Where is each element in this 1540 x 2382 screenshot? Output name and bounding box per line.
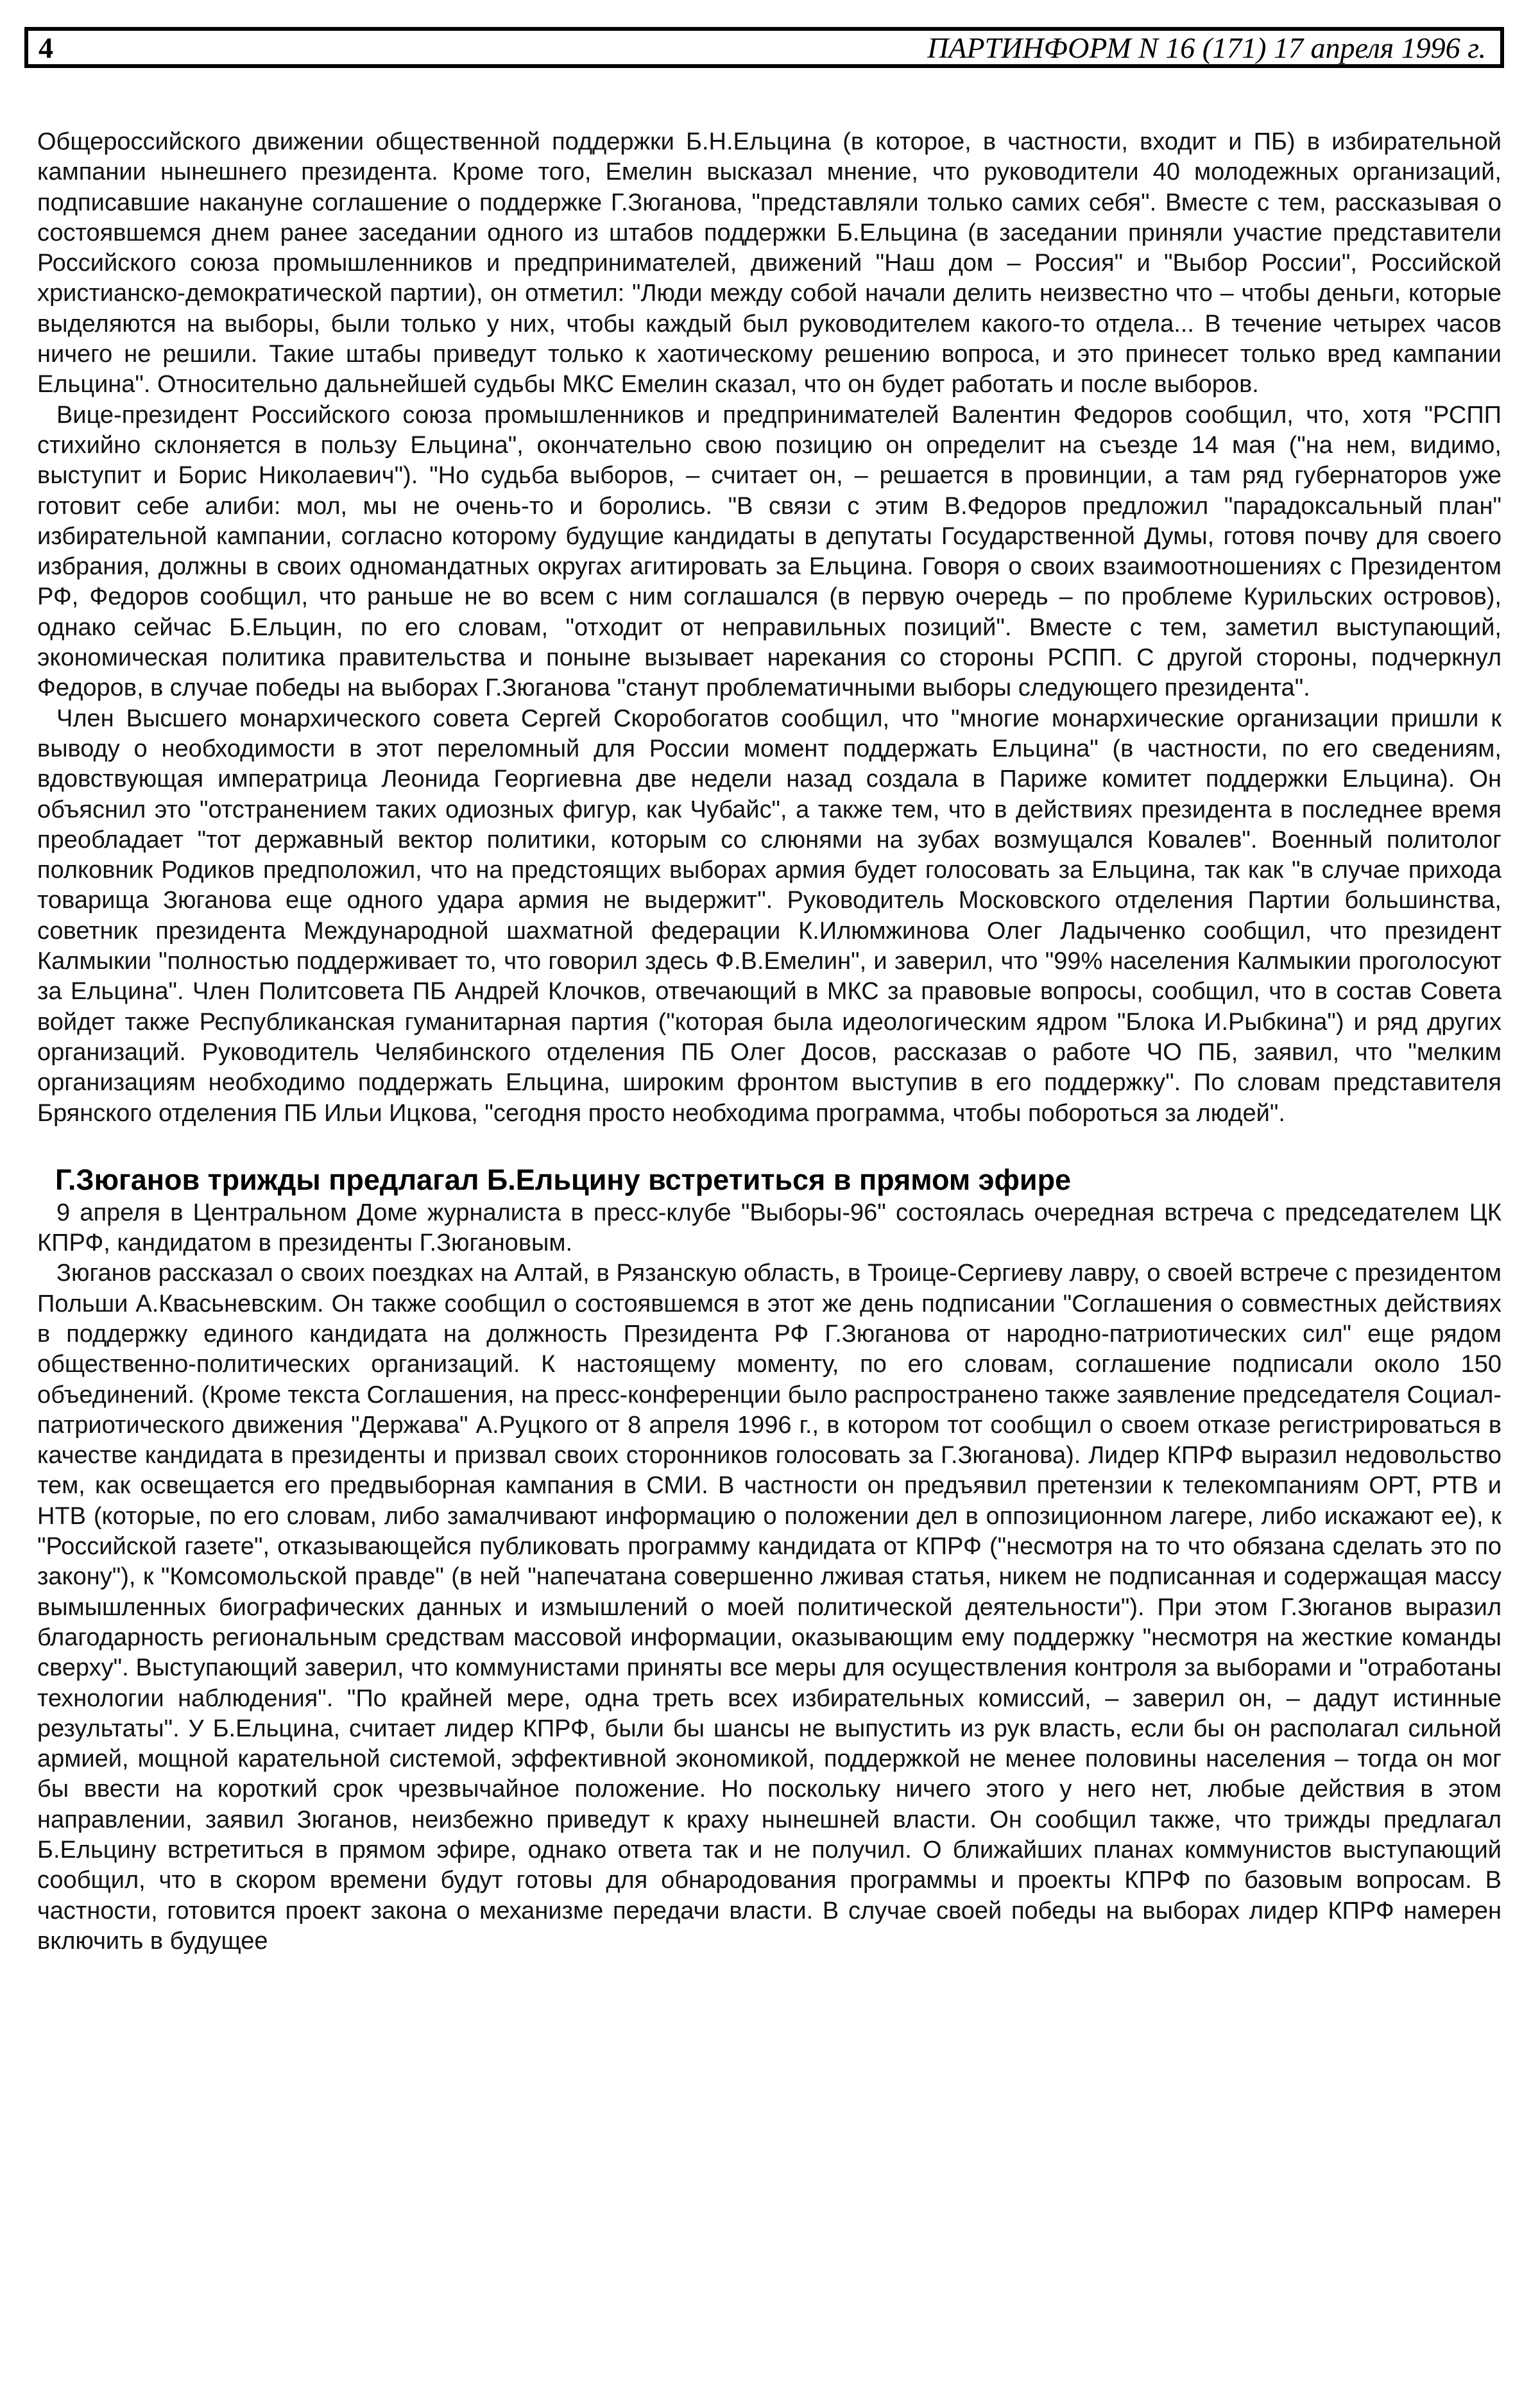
- paragraph: Вице-президент Российского союза промышленников и предпринимателей Валентин Федоров сообщил, что, хотя "РСПП стихийно склоняется в пользу Ельцина", окончательно свою позицию он определит на съезде 14 мая ("на нем, видимо, выступит и Борис Николаевич"). "Но судьба выборов, – считает он, – решается в провинции, а там ряд губернаторов уже готовит себе алиби: мол, мы не очень-то и боролись. "В связи с этим В.Федоров предложил "парадоксальный план" избирательной кампании, согласно которому будущие кандидаты в депутаты Государственной Думы, готовя почву для своего избрания, должны в своих одномандатных округах агитировать за Ельцина. Говоря о своих взаимоотношениях с Президентом РФ, Федоров сообщил, что раньше не во всем с ним соглашался (в первую очередь – по проблеме Курильских островов), однако сейчас Б.Ельцин, по его словам, "отходит от неправильных позиций". Вместе с тем, заметил выступающий, экономическая политика правительства и поныне вызывает нарекания со стороны РСПП. С другой стороны, подчеркнул Федоров, в случае победы на выборах Г.Зюганова "станут проблематичными выборы следующего президента".: [37, 401, 1502, 702]
- paragraph: Зюганов рассказал о своих поездках на Алтай, в Рязанскую область, в Троице-Сергиеву лавру, о своей встрече с президентом Польши А.Квасьневским. Он также сообщил о состоявшемся в этот же день подписании "Соглашения о совместных действиях в поддержку единого кандидата на должность Президента РФ Г.Зюганова от народно-патриотических сил" еще рядом общественно-политических организаций. К настоящему моменту, по его словам, соглашение подписали около 150 объединений. (Кроме текста Соглашения, на пресс-конференции было распространено также заявление председателя Социал-патриотического движения "Держава" А.Руцкого от 8 апреля 1996 г., в котором тот сообщил о своем отказе регистрироваться в качестве кандидата в президенты и призвал своих сторонников голосовать за Г.Зюганова). Лидер КПРФ выразил недовольство тем, как освещается его предвыборная кампания в СМИ. В частности он предъявил претензии к телекомпаниям ОРТ, РТВ и НТВ (которые, по его словам, либо замалчивают информацию о положении дел в оппозиционном лагере, либо искажают ее), к "Российской газете", отказывающейся публиковать программу кандидата от КПРФ ("несмотря на то что обязана сделать это по закону"), к "Комсомольской правде" (в ней "напечатана совершенно лживая статья, никем не подписанная и содержащая массу вымышленных биографических данных и измышлений о моей политической деятельности"). При этом Г.Зюганов выразил благодарность региональным средствам массовой информации, оказывающим ему поддержку "несмотря на жесткие команды сверху". Выступающий заверил, что коммунистами приняты все меры для осуществления контроля за выборами и "отработаны технологии наблюдения". "По крайней мере, одна треть всех избирательных комиссий, – заверил он, – дадут истинные результаты". У Б.Ельцина, считает лидер КПРФ, были бы шансы не выпустить из рук власть, если бы он располагал сильной армией, мощной карательной системой, эффективной экономикой, поддержкой не менее половины населения – тогда он мог бы ввести на короткий срок чрезвычайное положение. Но поскольку ничего этого у него нет, любые действия в этом направлении, заявил Зюганов, неизбежно приведут к краху нынешней власти. Он сообщил также, что трижды предлагал Б.Ельцину встретиться в прямом эфире, однако ответа так и не получил. О ближайших планах коммунистов выступающий сообщил, что в скором времени будут готовы для обнародования программы и проекты КПРФ по базовым вопросам. В частности, готовится проект закона о механизме передачи власти. В случае своей победы на выборах лидер КПРФ намерен включить в будущее: [37, 1260, 1502, 1955]
- paragraph: Член Высшего монархического совета Сергей Скоробогатов сообщил, что "многие монархические организации пришли к выводу о необходимости в этот переломный для России момент поддержать Ельцина" (в частности, по его сведениям, вдовствующая императрица Леонида Георгиевна две недели назад создала в Париже комитет поддержки Ельцина). Он объяснил это "отстранением таких одиозных фигур, как Чубайс", а также тем, что в действиях президента в последнее время преобладает "тот державный вектор политики, которым со слюнями на зубах возмущался Ковалев". Военный политолог полковник Родиков предположил, что на предстоящих выборах армия будет голосовать за Ельцина, так как "в случае прихода товарища Зюганова еще одного удара армия не выдержит". Руководитель Московского отделения Партии большинства, советник президента Международной шахматной федерации К.Илюмжинова Олег Ладыченко сообщил, что президент Калмыкии "полностью поддерживает то, что говорил здесь Ф.В.Емелин", и заверил, что "99% населения Калмыкии проголосуют за Ельцина". Член Политсовета ПБ Андрей Клочков, отвечающий в МКС за правовые вопросы, сообщил, что в состав Совета войдет также Республиканская гуманитарная партия ("которая была идеологическим ядром "Блока И.Рыбкина") и ряд других организаций. Руководитель Челябинского отделения ПБ Олег Досов, рассказав о работе ЧО ПБ, заявил, что "мелким организациям необходимо поддержать Ельцина, широким фронтом выступив в его поддержку". По словам представителя Брянского отделения ПБ Ильи Ицкова, "сегодня просто необходима программа, чтобы побороться за людей".: [37, 705, 1502, 1127]
- section-heading: Г.Зюганов трижды предлагал Б.Ельцину встретиться в прямом эфире: [55, 1163, 1072, 1196]
- article-body: [37, 127, 1502, 1957]
- issue-info: ПАРТИНФОРМ N 16 (171) 17 апреля 1996 г.: [927, 31, 1486, 64]
- paragraph: 9 апреля в Центральном Доме журналиста в пресс-клубе "Выборы-96" состоялась очередная встреча с председателем ЦК КПРФ, кандидатом в президенты Г.Зюгановым.: [37, 1199, 1502, 1257]
- paragraph: Общероссийского движении общественной поддержки Б.Н.Ельцина (в которое, в частности, входит и ПБ) в избирательной кампании нынешнего президента. Кроме того, Емелин высказал мнение, что руководители 40 молодежных организаций, подписавшие накануне соглашение о поддержке Г.Зюганова, "представляли только самих себя". Вместе с тем, рассказывая о состоявшемся днем ранее заседании одного из штабов поддержки Б.Ельцина (в заседании приняли участие представители Российского союза промышленников и предпринимателей, движений "Наш дом – Россия" и "Выбор России", Российской христианско-демократической партии), он отметил: "Люди между собой начали делить неизвестно что – чтобы деньги, которые выделяются на выборы, были только у них, чтобы каждый был руководителем какого-то отдела... В течение четырех часов ничего не решили. Такие штабы приведут только к хаотическому решению вопроса, и это принесет только вред кампании Ельцина". Относительно дальнейшей судьбы МКС Емелин сказал, что он будет работать и после выборов.: [37, 128, 1502, 398]
- page-number: 4: [38, 31, 53, 64]
- page-header: [24, 27, 1504, 68]
